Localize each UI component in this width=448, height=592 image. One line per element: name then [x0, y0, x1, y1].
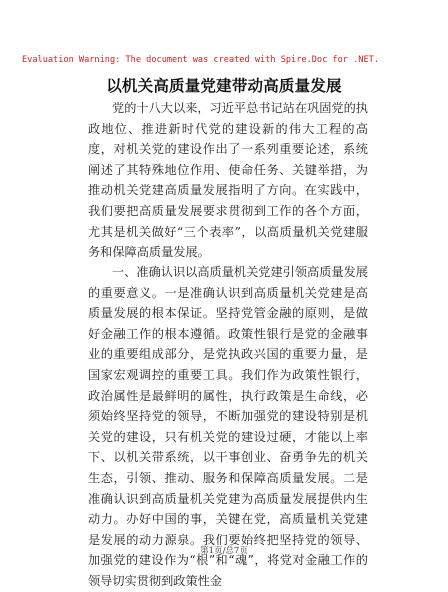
document-title: 以机关高质量党建带动高质量发展: [106, 77, 342, 95]
page-footer: 第1页/总7页: [200, 546, 248, 556]
paragraph-intro: 党的十八大以来，习近平总书记站在巩固党的执政地位、推进新时代党的建设新的伟大工程的高度，对机关党的建设作出了一系列重要论述，系统阐述了其特殊地位作用、使命任务、关键举措，为推动机关党建高质量发展指明了方向。在实践中，我们要把高质量发展要求贯彻到工作的各个方面，尤其是机关做好“三个表率”，以高质量机关党建服务和保障高质量发展。: [88, 101, 368, 260]
evaluation-warning: Evaluation Warning: The document was created with Spire.Doc for .NET.: [22, 55, 379, 65]
paragraph-section-one: 一、准确认识以高质量机关党建引领高质量发展的重要意义。一是准确认识到高质量机关党建是高质量发展的根本保证。坚持党管金融的原则，是做好金融工作的根本遵循。政策性银行是党的金融事业的重要组成部分，是党执政兴国的重要力量，是国家宏观调控的重要工具。我们作为政策性银行，政治属性是最鲜明的属性，执行政策是生命线，必须始终坚持党的领导，不断加强党的建设特别是机关党的建设，只有机关党的建设过硬，才能以上率下、以机关带系统，以干事创业、奋勇争先的机关生态，引领、推动、服务和保障高质量发展。二是准确认识到高质量机关党建为高质量发展提供内生动力。办好中国的事，关键在党，高质量机关党建是发展的动力源泉。我们要始终把坚持党的领导、加强党的建设作为“根”和“魂”，将党对金融工作的领导切实贯彻到政策性金: [88, 265, 368, 588]
